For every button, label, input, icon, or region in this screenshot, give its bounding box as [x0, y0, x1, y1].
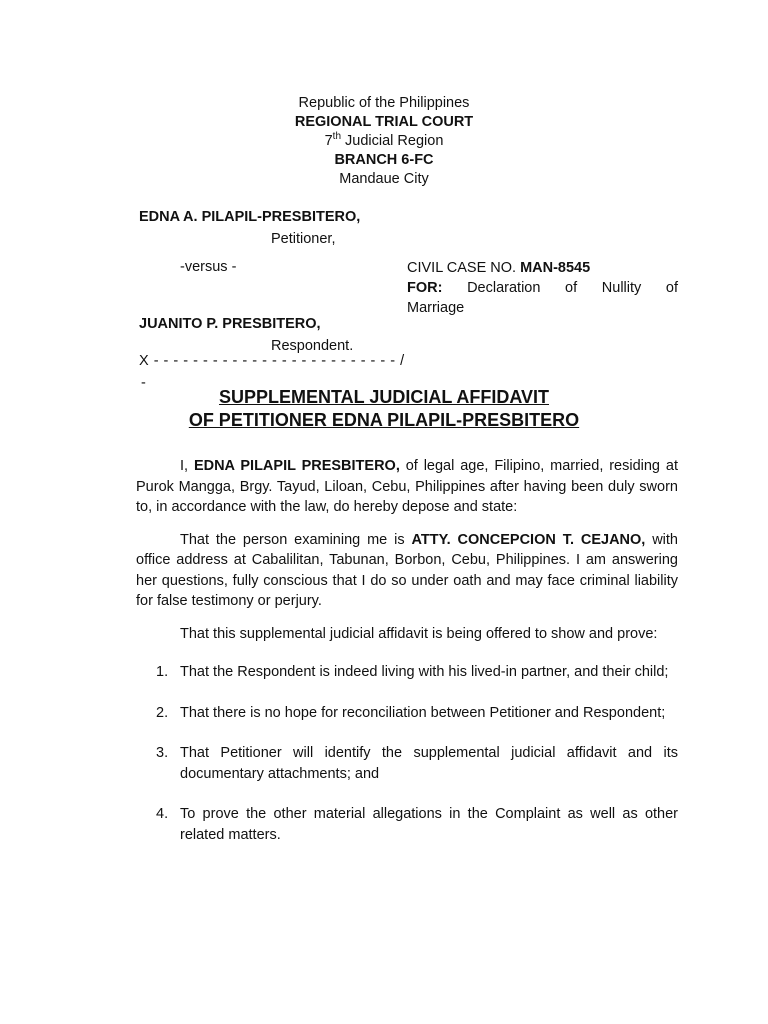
list-item-number: 3. — [156, 745, 169, 761]
court-name: REGIONAL TRIAL COURT — [294, 114, 474, 130]
court-header — [0, 94, 768, 189]
versus-label: -versus - — [180, 259, 237, 275]
list-item-number: 4. — [156, 806, 169, 822]
list-item — [136, 703, 678, 724]
title-line-1: SUPPLEMENTAL JUDICIAL AFFIDAVIT — [218, 387, 549, 407]
branch: BRANCH 6-FC — [334, 152, 434, 168]
document-title — [0, 386, 768, 432]
respondent-role: Respondent. — [271, 337, 354, 354]
list-item-number: 1. — [156, 664, 169, 680]
para1-pre: I, — [180, 458, 194, 474]
case-number: MAN-8545 — [520, 260, 591, 276]
case-for-text-2: Marriage — [407, 300, 465, 316]
case-info — [407, 258, 678, 318]
case-for-label: FOR: — [407, 280, 443, 296]
petitioner-name: EDNA A. PILAPIL-PRESBITERO, — [139, 209, 361, 225]
para2-pre: That the person examining me is — [180, 531, 412, 548]
paragraph-affiant — [136, 456, 678, 518]
caption-separator: X - - - - - - - - - - - - - - - - - - - - - - - - - / — [139, 353, 405, 369]
caption-separator-dash: - — [141, 375, 146, 391]
list-item-text: That Petitioner will identify the supplemental judicial affidavit and its documentary attachments; and — [180, 745, 678, 782]
purpose-list — [136, 662, 678, 845]
list-item-text: That the Respondent is indeed living with his lived-in partner, and their child; — [180, 664, 669, 680]
case-for-text: Declaration of Nullity of — [442, 280, 678, 296]
republic-line: Republic of the Philippines — [298, 95, 470, 111]
affiant-name: EDNA PILAPIL PRESBITERO, — [193, 458, 400, 474]
paragraph-purpose: That this supplemental judicial affidavit is being offered to show and prove: — [180, 625, 658, 642]
affidavit-body — [136, 456, 678, 865]
case-for-line — [407, 278, 678, 298]
city: Mandaue City — [339, 171, 429, 187]
list-item-text: That there is no hope for reconciliation between Petitioner and Respondent; — [180, 704, 666, 721]
region-label: Judicial Region — [341, 133, 444, 149]
para2-rest: with office address at Cabalilitan, Tabunan, Borbon, Cebu, Philippines. I am answering her questions, fully conscious that I do so under oath and may face criminal liability for false testimony or perjury. — [136, 531, 678, 609]
petitioner-block — [139, 208, 360, 249]
list-item-number: 2. — [156, 704, 169, 721]
paragraph-examiner — [136, 530, 678, 612]
region-number: 7 — [324, 133, 333, 149]
list-item — [136, 662, 678, 683]
judicial-region — [0, 132, 768, 151]
case-label: CIVIL CASE NO. — [407, 260, 521, 276]
list-item-text: To prove the other material allegations in the Complaint as well as other related matters. — [180, 806, 678, 843]
para1-rest: of legal age, Filipino, married, residing at Purok Mangga, Brgy. Tayud, Liloan, Cebu, Philippines after having been duly sworn to, in accordance with the law, do hereby depose and state: — [136, 458, 678, 515]
region-suffix: th — [332, 131, 342, 143]
respondent-block — [139, 315, 353, 356]
list-item — [136, 804, 678, 845]
list-item — [136, 743, 678, 784]
petitioner-role: Petitioner, — [271, 230, 336, 247]
title-line-2: OF PETITIONER EDNA PILAPIL-PRESBITERO — [188, 410, 580, 430]
case-number-line — [407, 258, 678, 278]
respondent-name: JUANITO P. PRESBITERO, — [139, 316, 321, 332]
examiner-name: ATTY. CONCEPCION T. CEJANO, — [411, 531, 646, 548]
